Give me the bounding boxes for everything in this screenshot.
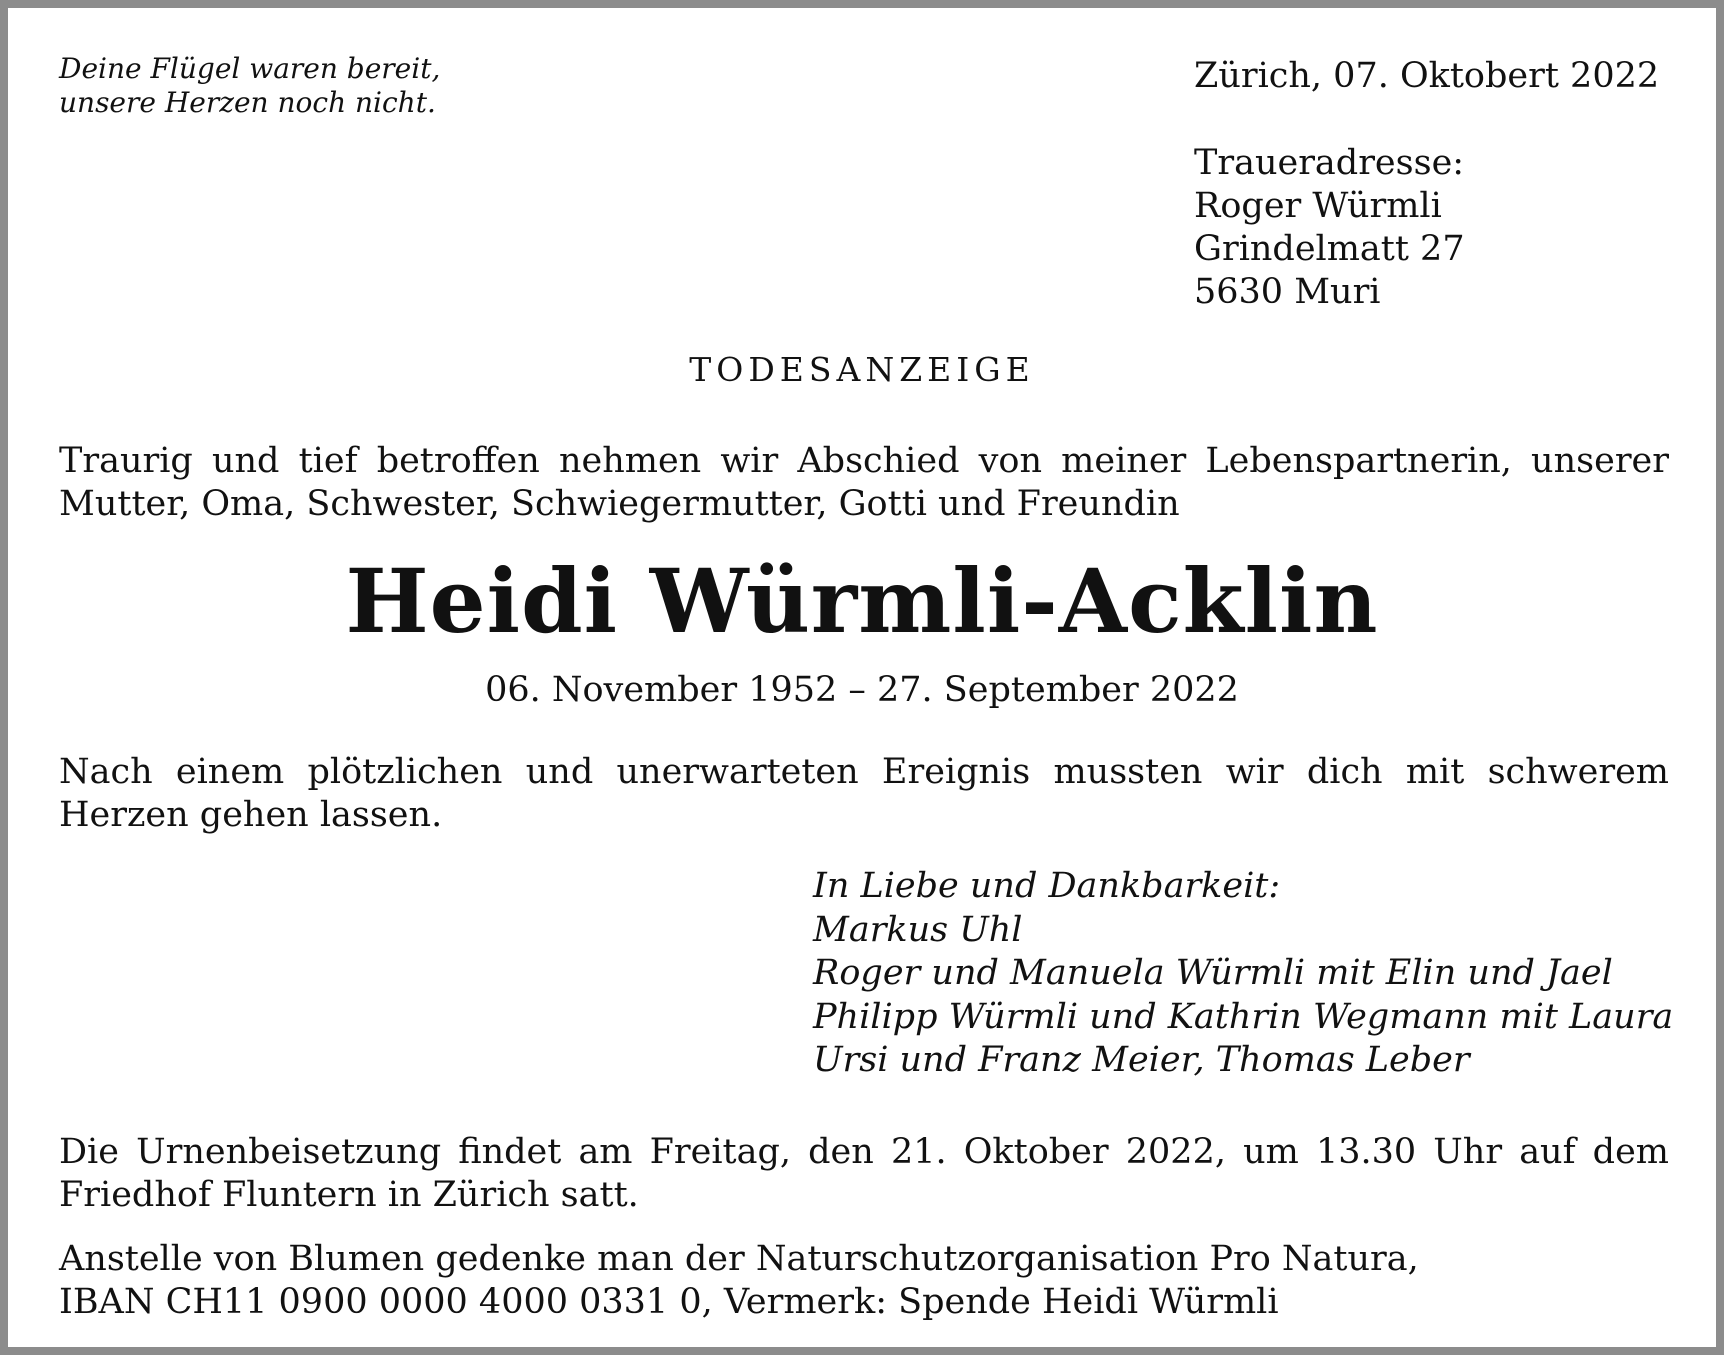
mourners-line: Philipp Würmli und Kathrin Wegmann mit Laura [813, 996, 1674, 1037]
burial-info: Die Urnenbeisetzung findet am Freitag, den 21. Oktober 2022, um 13.30 Uhr auf dem Friedhof Fluntern in Zürich satt. [59, 1132, 1669, 1215]
donation-line: IBAN CH11 0900 0000 4000 0331 0, Vermerk: Spende Heidi Würmli [59, 1282, 1279, 1322]
mourners-line: Ursi und Franz Meier, Thomas Leber [813, 1040, 1470, 1080]
address-city: 5630 Muri [1194, 272, 1381, 312]
obituary-notice [8, 8, 1716, 1347]
motto [59, 52, 440, 120]
life-dates: 06. November 1952 – 27. September 2022 [485, 670, 1239, 710]
motto-line: unsere Herzen noch nicht. [59, 86, 436, 119]
intro-text: Traurig und tief betroffen nehmen wir Abschied von meiner Lebenspartnerin, unserer Mutter, Oma, Schwester, Schwiegermutter, Gotti und Freundin [59, 441, 1669, 524]
motto-line: Deine Flügel waren bereit, [59, 52, 441, 85]
mourning-address [1194, 142, 1465, 314]
address-street: Grindelmatt 27 [1194, 229, 1465, 269]
event-text: Nach einem plötzlichen und unerwarteten Ereignis mussten wir dich mit schwerem Herzen gehen lassen. [59, 752, 1669, 835]
mourners-line: In Liebe und Dankbarkeit: [813, 866, 1281, 906]
notice-heading: TODESANZEIGE [689, 350, 1035, 389]
mourners-line: Markus Uhl [813, 909, 1023, 950]
deceased-name: Heidi Würmli-Acklin [345, 549, 1379, 653]
date-place: Zürich, 07. Oktobert 2022 [1194, 56, 1660, 96]
mourners-line: Roger und Manuela Würmli mit Elin und Jael [813, 953, 1613, 993]
address-label: Traueradresse: [1194, 143, 1465, 183]
mourners-list [813, 865, 1673, 1083]
donation-line: Anstelle von Blumen gedenke man der Naturschutzorganisation Pro Natura, [59, 1239, 1419, 1279]
donation-info [59, 1238, 1669, 1324]
address-name: Roger Würmli [1194, 186, 1442, 226]
